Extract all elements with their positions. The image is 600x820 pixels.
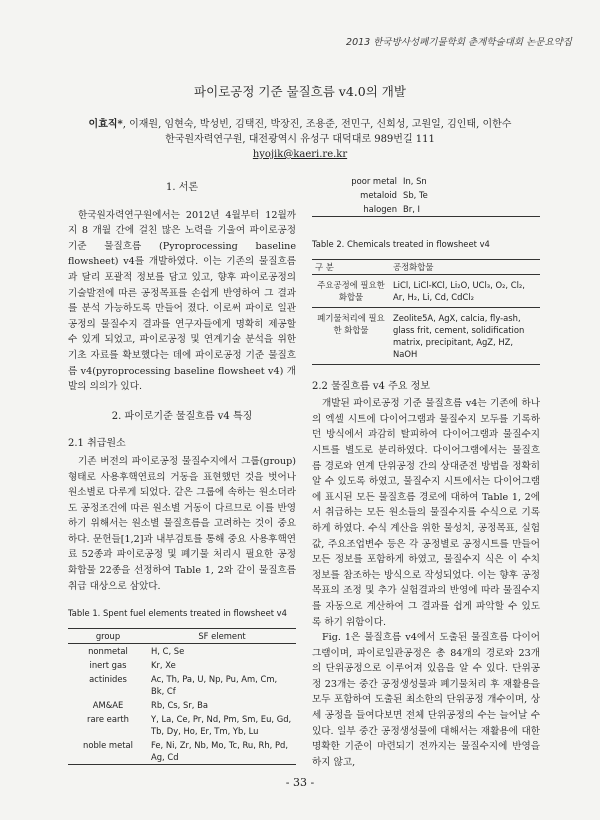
author-block [0,117,600,162]
table-cell: inert gas [89,659,127,670]
table-header-cell: 구 분 [312,259,390,274]
paper-title: 파이로공정 기준 물질흐름 v4.0의 개발 [194,84,406,99]
table-header-row [312,259,540,274]
table-2-caption: Table 2. Chemicals treated in flowsheet v4 [312,239,490,249]
email-link[interactable]: hyojik@kaeri.re.kr [252,149,348,160]
co-authors: , 이재원, 임현숙, 박성빈, 김택진, 박장진, 조용준, 전민구, 신희성, 고원일, 김인태, 이한수 [122,119,512,130]
table-header-cell: SF element [148,628,296,643]
table-cell: Kr, Xe [151,659,176,670]
table-cell: AM&AE [92,699,124,710]
table-cell: Zeolite5A, AgX, calcia, fly-ash, glass frit, cement, solidification matrix, precipitant, AgZ, HZ, NaOH [393,312,525,359]
table-cell: halogen [363,204,397,214]
subsection-2-1-title: 2.1 취급원소 [68,438,126,450]
table-row [68,712,296,738]
table-row [312,307,540,364]
table-row [68,672,296,698]
affiliation: 한국원자력연구원, 대전광역시 유성구 대덕대로 989번길 111 [165,134,435,145]
table-1-continued [312,174,540,217]
section-2-title: 2. 파이로기준 물질흐름 v4 특징 [111,410,253,422]
table-cell: 주요공정에 필요한 화합물 [312,274,390,307]
subsection-2-2-text-2: Fig. 1은 물질흐름 v4에서 도출된 물질흐름 다이어그램이며, 파이로일관공정은 총 84개의 경로와 23개의 단위공정으로 이루어져 있음을 알 수 있다. 단위공정 23개는 중간 공정생성물과 폐기물처리 후 재활용을 모두 포함하여 도출된 최소한의 단위공정 개수이며, 상세 공정을 들여다보면 전체 단위공정의 수는 늘어날 수 있다. 일부 중간 공정생성물에 대해서는 재활용에 대한 명확한 기준이 마련되기 전까지는 물질수지에 반영을 하지 않고, [312,632,540,768]
table-row [312,174,540,188]
table-cell: poor metal [351,176,397,186]
table-header-row [68,628,296,643]
table-cell: In, Sn [403,176,427,186]
table-row [312,188,540,202]
subsection-2-1-text: 기존 버전의 파이로공정 물질수지에서 그룹(group) 형태로 사용후핵연료의 거동을 표현했던 것을 벗어나 원소별로 다루게 되었다. 같은 그룹에 속하는 원소더라도 공정조건에 따른 원소별 거동이 다르므로 이를 반영하기 위해서는 원소별 물질흐름을 고려하는 것이 중요하다. 문헌들[1,2]과 내부검토를 통해 중요 사용후핵연료 52종과 파이로공정 및 폐기물 처리시 필요한 공정화합물 22종을 선정하여 Table 1, 2와 같이 물질흐름 취급 대상으로 삼았다. [68,455,296,592]
table-row [68,643,296,658]
table-cell: Y, La, Ce, Pr, Nd, Pm, Sm, Eu, Gd, Tb, Dy, Ho, Er, Tm, Yb, Lu [151,713,292,736]
table-row [312,274,540,307]
table-row [68,738,296,765]
subsection-2-2-title: 2.2 물질흐름 v4 주요 정보 [312,380,430,392]
left-column [68,176,296,765]
table-header-cell: group [68,628,148,643]
table-cell: actinides [89,673,127,684]
table-1-caption: Table 1. Spent fuel elements treated in flowsheet v4 [68,608,287,619]
section-1-title: 1. 서론 [165,182,199,193]
table-cell: rare earth [87,713,129,724]
table-cell: noble metal [83,739,133,750]
table-cell: Fe, Ni, Zr, Nb, Mo, Tc, Ru, Rh, Pd, Ag, Cd [151,739,289,762]
table-row [68,658,296,672]
section-1-text: 한국원자력연구원에서는 2012년 4월부터 12월까지 8 개월 간에 걸친 많은 노력을 기울여 파이로공정 기준 물질흐름 (Pyroprocessing baseline flowsheet) v4를 개발하였다. 이는 기존의 물질흐름과 달리 포괄적 정보를 담고 있고, 향후 파이로공정의 기술발전에 따른 공정목표를 손쉽게 반영하여 그 결과를 분석 가능하도록 만들어 졌다. 이로써 파이로 일관공정의 물질수지 결과를 연구자들에게 명확히 제공할 수 있게 되었고, 파이로공정 및 연계기술 분석을 위한 기초 자료를 확보했다는 데에 파이로공정 기준 물질흐름 v4(pyroprocessing baseline flowsheet v4) 개발의 의의가 있다. [68,209,296,393]
table-header-cell: 공정화합물 [390,259,540,274]
table-cell: metaloid [360,190,397,200]
table-row [68,698,296,712]
table-cell: 폐기물처리에 필요한 화합물 [317,312,385,335]
table-1 [68,628,296,765]
table-cell: Ac, Th, Pa, U, Np, Pu, Am, Cm, Bk, Cf [151,673,278,696]
journal-header: 2013 한국방사성폐기물학회 춘계학술대회 논문요약집 [346,37,572,48]
author-list [0,117,600,132]
page-number: - 33 - [285,776,315,789]
table-cell: Br, I [403,204,420,214]
lead-author: 이효직* [88,119,123,130]
table-2 [312,259,540,365]
table-cell: LiCl, LiCl-KCl, Li₂O, UCl₃, O₂, Cl₂, Ar, H₂, Li, Cd, CdCl₂ [390,274,540,307]
table-cell: nonmetal [88,645,128,656]
table-cell: Rb, Cs, Sr, Ba [151,699,208,710]
table-cell: Sb, Te [403,190,428,200]
right-column [312,176,540,770]
table-row [312,202,540,217]
subsection-2-2-text-1: 개발된 파이로공정 기준 물질흐름 v4는 기존에 하나의 엑셀 시트에 다이어그램과 물질수지 모두를 기록하던 방식에서 과감히 탈피하여 다이어그램과 물질수지 시트를 별도로 분리하였다. 다이어그램에서는 물질흐름 경로와 연계 단위공정 간의 상대준전 방법을 정확히 알 수 있도록 하였고, 물질수지 시트에서는 다이어그램에 표시된 모든 물질흐름 경로에 대하여 Table 1, 2에서 취급하는 모든 원소들의 물질수지를 수식으로 기록하게 하였다. 수식 계산을 위한 물성치, 공정목표, 실험값, 주요조업변수 등은 각 공정별로 공정시트를 만들어 모든 정보를 포함하게 하였고, 물질수지 식은 이 수치 정보를 참조하는 방식으로 작성되었다. 이는 향후 공정목표의 조정 및 추가 실험결과의 반영에 따라 물질수지를 자동으로 계산하여 그 결과를 쉽게 파악할 수 있도록 하기 위함이다. [312,398,540,628]
table-cell: H, C, Se [151,645,185,656]
